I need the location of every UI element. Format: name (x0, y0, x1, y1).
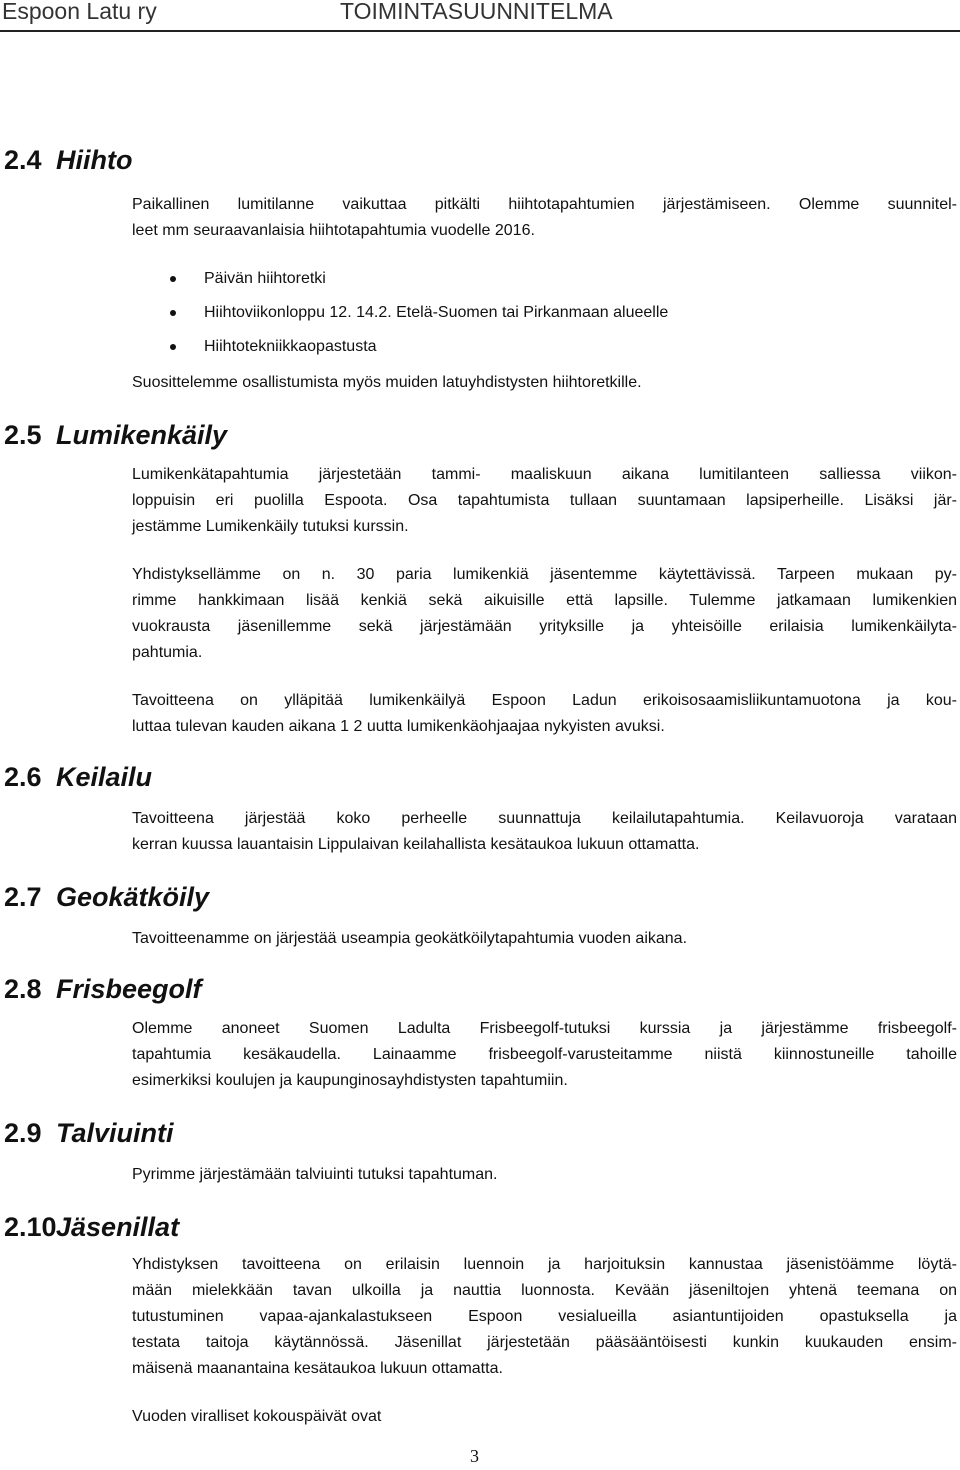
text-line: tutustuminen vapaa-ajankalastukseen Espoon vesialueilla asiantuntijoiden opastuksella ja (132, 1308, 957, 1325)
section-title: Hiihto (56, 145, 133, 175)
section-heading-jasenillat (4, 1212, 179, 1243)
section-number: 2.10 (4, 1212, 57, 1242)
section-heading-lumikenkaily (4, 420, 227, 451)
text-line: Tavoitteena järjestää koko perheelle suunnattuja keilailutapahtumia. Keilavuoroja varataan (132, 810, 957, 827)
text-line: Olemme anoneet Suomen Ladulta Frisbeegolf-tutuksi kurssia ja järjestämme frisbeegolf- (132, 1020, 957, 1037)
section-heading-keilailu (4, 762, 152, 793)
hiihto-intro (132, 192, 957, 244)
text-line: Lumikenkätapahtumia järjestetään tammi- maaliskuun aikana lumitilanteen salliessa viikon- (132, 466, 957, 483)
header-organization: Espoon Latu ry (2, 0, 157, 24)
text-line: loppuisin eri puolilla Espoota. Osa tapahtumista tullaan suuntamaan lapsiperheille. Lisäksi jär- (132, 492, 957, 509)
text-line: Paikallinen lumitilanne vaikuttaa pitkälti hiihtotapahtumien järjestämiseen. Olemme suunnitel- (132, 196, 957, 213)
hiihto-events-list (132, 262, 668, 364)
list-item (132, 262, 668, 296)
text-line: vuokrausta jäsenillemme sekä järjestämään yrityksille ja yhteisöille erilaisia lumikenkäilyta- (132, 618, 957, 635)
section-heading-talviuinti (4, 1118, 174, 1149)
page-number: 3 (470, 1446, 479, 1466)
frisbeegolf-paragraph (132, 1016, 957, 1094)
section-heading-frisbeegolf (4, 974, 202, 1005)
section-title: Talviuinti (56, 1118, 174, 1148)
section-number: 2.5 (4, 420, 42, 450)
text-line: esimerkiksi koulujen ja kaupunginosayhdistysten tapahtumiin. (132, 1072, 568, 1089)
text-line: mään mielekkään tavan ulkoilla ja nauttia luonnosta. Kevään jäseniltojen yhtenä teemana on (132, 1282, 957, 1299)
text-line: Yhdistyksellämme on n. 30 paria lumikenkiä jäsentemme käytettävissä. Tarpeen mukaan py- (132, 566, 957, 583)
section-number: 2.4 (4, 145, 42, 175)
list-item (132, 330, 668, 364)
bullet-icon (170, 276, 176, 282)
list-item-text: Hiihtotekniikkaopastusta (204, 338, 377, 355)
jasenillat-paragraph-1 (132, 1252, 957, 1382)
text-line: pahtumia. (132, 644, 203, 661)
text-line: Tavoitteena on ylläpitää lumikenkäilyä Espoon Ladun erikoisosaamisliikuntamuotona ja kou- (132, 692, 957, 709)
section-title: Lumikenkäily (56, 420, 228, 450)
text-line: jestämme Lumikenkäily tutuksi kurssin. (132, 518, 409, 535)
geokatkoily-paragraph: Tavoitteenamme on järjestää useampia geokätköilytapahtumia vuoden aikana. (132, 930, 688, 947)
hiihto-closing: Suosittelemme osallistumista myös muiden latuyhdistysten hiihtoretkille. (132, 374, 642, 391)
section-heading-geokatkoily (4, 882, 209, 913)
text-line: Yhdistyksen tavoitteena on erilaisin luennoin ja harjoituksin kannustaa jäsenistöämme löytä- (132, 1256, 957, 1273)
lumikenkaily-paragraph-1 (132, 462, 957, 540)
section-number: 2.7 (4, 882, 42, 912)
list-item (132, 296, 668, 330)
lumikenkaily-paragraph-3 (132, 688, 957, 740)
section-number: 2.9 (4, 1118, 42, 1148)
bullet-icon (170, 344, 176, 350)
list-item-text: Päivän hiihtoretki (204, 270, 326, 287)
list-item-text: Hiihtoviikonloppu 12. 14.2. Etelä-Suomen tai Pirkanmaan alueelle (204, 304, 669, 321)
text-line: leet mm seuraavanlaisia hiihtotapahtumia vuodelle 2016. (132, 222, 535, 239)
header-divider (0, 30, 960, 32)
section-heading-hiihto (4, 145, 132, 176)
talviuinti-paragraph: Pyrimme järjestämään talviuinti tutuksi tapahtuman. (132, 1166, 498, 1183)
jasenillat-paragraph-2: Vuoden viralliset kokouspäivät ovat (132, 1408, 382, 1425)
text-line: rimme hankkimaan lisää kenkiä sekä aikuisille että lapsille. Tulemme jatkamaan lumikenkien (132, 592, 957, 609)
section-title: Geokätköily (56, 882, 210, 912)
text-line: mäisenä maanantaina kesätaukoa lukuun ottamatta. (132, 1360, 503, 1377)
text-line: kerran kuussa lauantaisin Lippulaivan keilahallista kesätaukoa lukuun ottamatta. (132, 836, 700, 853)
section-number: 2.6 (4, 762, 42, 792)
page-header (0, 0, 960, 44)
section-number: 2.8 (4, 974, 42, 1004)
section-title: Keilailu (56, 762, 153, 792)
header-document-title: TOIMINTASUUNNITELMA (340, 0, 613, 24)
text-line: luttaa tulevan kauden aikana 1 2 uutta lumikenkäohjaajaa nykyisten avuksi. (132, 718, 665, 735)
bullet-icon (170, 310, 176, 316)
section-title: Jäsenillat (56, 1212, 180, 1242)
text-line: tapahtumia kesäkaudella. Lainaamme frisbeegolf-varusteitamme niistä kiinnostuneille tahoille (132, 1046, 957, 1063)
text-line: testata taitoja käytännössä. Jäsenillat järjestetään pääsääntöisesti kunkin kuukauden ensim- (132, 1334, 957, 1351)
lumikenkaily-paragraph-2 (132, 562, 957, 666)
section-title: Frisbeegolf (56, 974, 202, 1004)
keilailu-paragraph (132, 806, 957, 858)
